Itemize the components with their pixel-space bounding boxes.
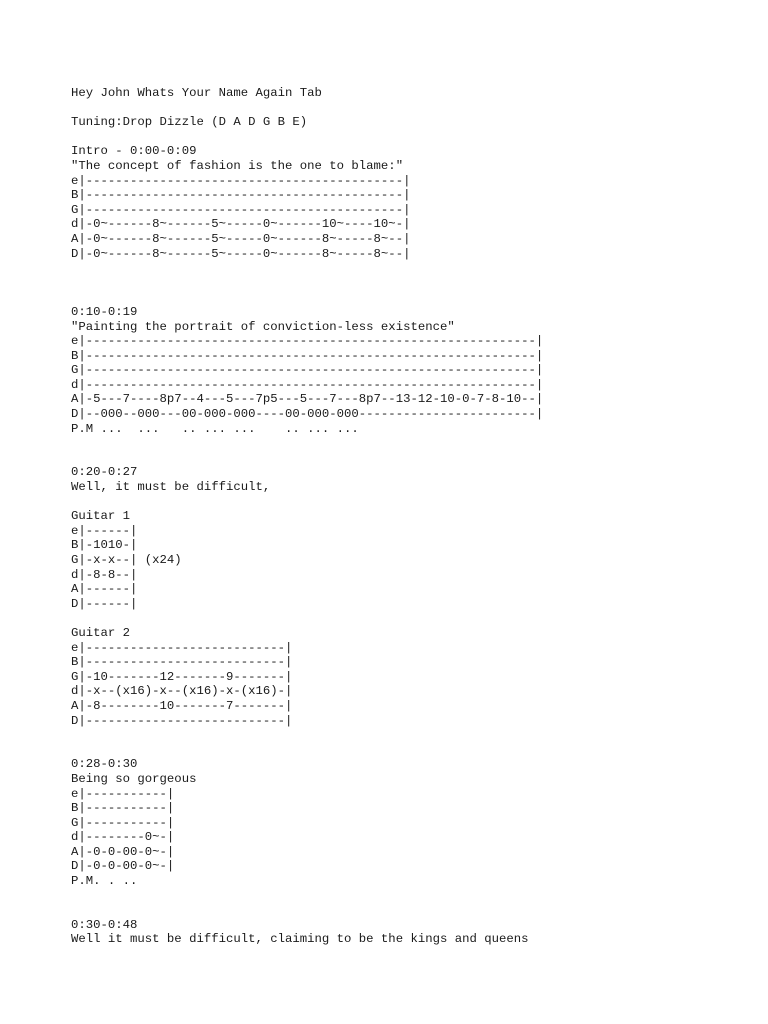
tab-line: d|-x--(x16)-x--(x16)-x-(x16)-| (71, 684, 293, 699)
section-spacer (71, 728, 751, 757)
tab-line: Well it must be difficult, claiming to be the kings and queens (71, 932, 529, 947)
tab-line: "Painting the portrait of conviction-less existence" (71, 319, 455, 334)
tab-line: d|-8-8--| (71, 567, 138, 582)
section-spacer (71, 889, 751, 918)
tab-line: A|-0~------8~------5~-----0~------8~-----8~--| (71, 231, 411, 246)
tab-document (71, 86, 751, 947)
section-spacer (71, 436, 751, 465)
tab-line: G|-------------------------------------------------------------| (71, 363, 544, 378)
section-spacer (71, 261, 751, 305)
tab-line: G|-------------------------------------------| (71, 202, 411, 217)
spacer (71, 101, 751, 116)
tab-line: B|-----------| (71, 801, 175, 816)
document-title: Hey John Whats Your Name Again Tab (71, 86, 322, 100)
section-heading: 0:28-0:30 (71, 757, 138, 772)
section-heading: Intro - 0:00-0:09 (71, 144, 197, 159)
tab-line: d|-0~------8~------5~-----0~------10~----10~-| (71, 217, 411, 232)
tab-line: D|-0~------8~------5~-----0~------8~-----8~--| (71, 246, 411, 261)
tab-line: e|-------------------------------------------------------------| (71, 334, 544, 349)
tab-line: Being so gorgeous (71, 771, 197, 786)
tab-line: A|-0-0-00-0~-| (71, 844, 175, 859)
tab-line (71, 611, 751, 626)
tab-line: G|-10-------12-------9-------| (71, 669, 293, 684)
tab-line: "The concept of fashion is the one to blame:" (71, 158, 404, 173)
tab-line: e|-------------------------------------------| (71, 173, 411, 188)
tab-section (71, 465, 751, 728)
section-heading: 0:20-0:27 (71, 465, 138, 480)
tab-section (71, 305, 751, 436)
tab-line: A|------| (71, 582, 138, 597)
tab-line: B|-------------------------------------------------------------| (71, 348, 544, 363)
section-heading: 0:10-0:19 (71, 304, 138, 319)
section-heading: 0:30-0:48 (71, 917, 138, 932)
tab-line: G|-----------| (71, 815, 175, 830)
tab-line: A|-5---7----8p7--4---5---7p5---5---7---8p7--13-12-10-0-7-8-10--| (71, 392, 544, 407)
tab-sections (71, 144, 751, 947)
tab-line: D|---------------------------| (71, 713, 293, 728)
tab-line: P.M. . .. (71, 874, 138, 889)
tab-section (71, 757, 751, 888)
tab-line: Guitar 1 (71, 509, 131, 524)
tab-section (71, 144, 751, 261)
tab-line: G|-x-x--| (x24) (71, 553, 182, 568)
tab-line: D|--000--000---00-000-000----00-000-000------------------------| (71, 407, 544, 422)
tab-line: e|---------------------------| (71, 640, 293, 655)
tab-line: P.M ... ... .. ... ... .. ... ... (71, 421, 359, 436)
tab-line: Well, it must be difficult, (71, 480, 271, 495)
tab-line: e|-----------| (71, 786, 175, 801)
tab-section (71, 918, 751, 947)
spacer (71, 130, 751, 145)
tuning-line: Tuning:Drop Dizzle (D A D G B E) (71, 115, 308, 130)
tab-line: B|-------------------------------------------| (71, 188, 411, 203)
tab-line: d|--------0~-| (71, 830, 175, 845)
tab-line: D|-0-0-00-0~-| (71, 859, 175, 874)
tab-line: Guitar 2 (71, 625, 131, 640)
tab-line (71, 495, 751, 510)
tab-line: D|------| (71, 596, 138, 611)
tab-line: d|-------------------------------------------------------------| (71, 377, 544, 392)
tab-line: B|-1010-| (71, 538, 138, 553)
tab-line: B|---------------------------| (71, 655, 293, 670)
tab-line: A|-8--------10-------7-------| (71, 698, 293, 713)
tab-line: e|------| (71, 523, 138, 538)
